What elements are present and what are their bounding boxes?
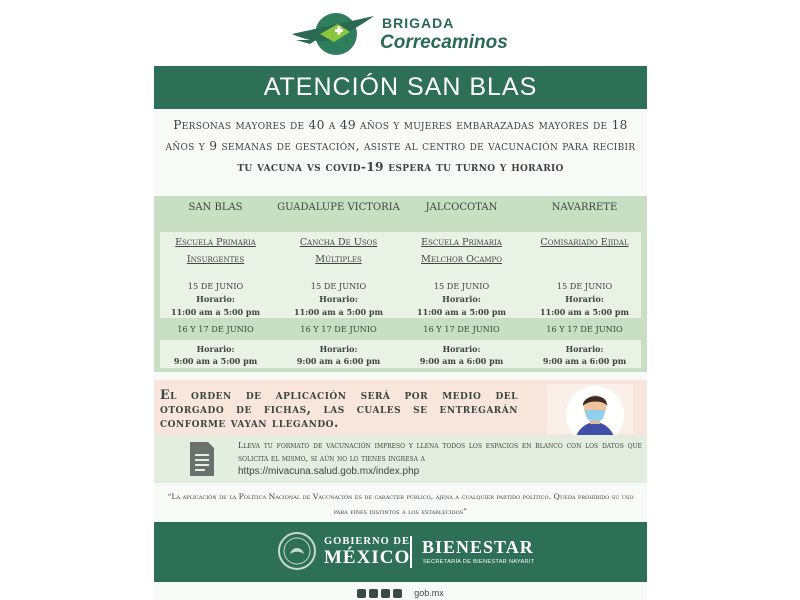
venue-date2: 16 Y 17 DE JUNIO <box>423 324 500 334</box>
schedule-time: 9:00 am a 5:00 pm <box>173 356 258 366</box>
schedule-label: Horario: <box>442 344 481 354</box>
brand-line1: BRIGADA <box>382 15 455 31</box>
town-header: GUADALUPE VICTORIA <box>277 202 400 213</box>
bienestar-title: BIENESTAR <box>422 537 534 557</box>
intro-part1: Personas mayores de 40 a 49 años y mujeres embarazadas mayores de 18 años y 9 semanas de gestación, asiste al centro de vacunación para recibir <box>165 118 636 153</box>
schedule-table <box>154 196 647 372</box>
schedule-time: 9:00 am a 6:00 pm <box>419 356 504 366</box>
mexico-seal-icon <box>278 532 316 570</box>
instagram-icon[interactable] <box>381 589 390 598</box>
schedule-time: 11:00 am a 5:00 pm <box>540 307 629 317</box>
town-header: JALCOCOTAN <box>425 202 498 213</box>
roadrunner-icon <box>290 10 376 58</box>
twitter-icon[interactable] <box>369 589 378 598</box>
schedule-label: Horario: <box>196 294 235 304</box>
venue-date: 15 DE JUNIO <box>310 281 367 291</box>
venue-columns <box>154 234 647 319</box>
venue-name: Comisariado Ejidal <box>540 237 629 248</box>
schedule-label: Horario: <box>319 344 358 354</box>
schedule-cell <box>523 343 646 367</box>
venue-column <box>277 234 400 319</box>
notice-box <box>154 380 647 438</box>
page-title: ATENCIÓN SAN BLAS <box>154 66 647 109</box>
venue-date2: 16 Y 17 DE JUNIO <box>300 324 377 334</box>
town-headers <box>154 200 647 216</box>
social-bar <box>154 582 647 600</box>
gobierno-line2: MÉXICO <box>324 547 411 568</box>
venue-date: 15 DE JUNIO <box>556 281 613 291</box>
town-header: SAN BLAS <box>188 202 243 213</box>
schedule-label: Horario: <box>442 294 481 304</box>
site-link[interactable]: gob.mx <box>414 587 444 598</box>
schedule-label: Horario: <box>319 294 358 304</box>
youtube-icon[interactable] <box>393 589 402 598</box>
venue-name: Escuela Primaria Insurgentes <box>175 237 256 265</box>
brand-line2: Correcaminos <box>380 32 508 53</box>
brigada-logo <box>290 10 520 58</box>
facebook-icon[interactable] <box>357 589 366 598</box>
venue-name: Cancha De Usos Múltiples <box>299 237 378 265</box>
schedule-label: Horario: <box>565 344 604 354</box>
schedule-cell <box>400 343 523 367</box>
schedule-time: 11:00 am a 5:00 pm <box>417 307 506 317</box>
bienestar-subtitle: SECRETARÍA DE BIENESTAR NAYARIT <box>423 559 535 565</box>
venue-column <box>400 234 523 319</box>
format-text: Lleva tu formato de vacunación impreso y llena todos los espacios en blanco con los datos que solicita el mismo, si aún no lo tienes ingresa a <box>238 440 642 463</box>
social-icons <box>357 583 405 600</box>
venue-column <box>523 234 646 319</box>
schedule-cell <box>154 343 277 367</box>
venue-name: Escuela Primaria Melchor Ocampo <box>421 237 502 265</box>
intro-part2: tu vacuna vs covid-19 espera tu turno y horario <box>237 160 564 174</box>
venue-date: 15 DE JUNIO <box>433 281 490 291</box>
venue-date2: 16 Y 17 DE JUNIO <box>177 324 254 334</box>
schedule-cell <box>277 343 400 367</box>
gobierno-line1: GOBIERNO DE <box>324 536 410 547</box>
vaccine-url-link[interactable]: https://mivacuna.salud.gob.mx/index.php <box>238 466 420 477</box>
venue-column <box>154 234 277 319</box>
schedule-time: 9:00 am a 6:00 pm <box>296 356 381 366</box>
footer-banner <box>154 522 647 582</box>
second-schedule-row <box>154 343 647 367</box>
legal-disclaimer: “La aplicación de la Política Nacional de Vacunación es de carácter público, ajena a cualquier partido político. Queda prohibido su uso para fines distintos a los establecidos” <box>167 492 634 516</box>
town-header: NAVARRETE <box>551 202 618 213</box>
schedule-time: 11:00 am a 5:00 pm <box>171 307 260 317</box>
vaccination-poster <box>154 66 647 600</box>
footer-divider <box>410 536 412 568</box>
schedule-label: Horario: <box>196 344 235 354</box>
venue-date: 15 DE JUNIO <box>187 281 244 291</box>
schedule-label: Horario: <box>565 294 604 304</box>
venue-date2: 16 Y 17 DE JUNIO <box>546 324 623 334</box>
notice-text: El orden de aplicación será por medio del otorgado de fichas, las cuales se entregarán conforme vayan llegando. <box>160 387 518 430</box>
schedule-time: 11:00 am a 5:00 pm <box>294 307 383 317</box>
document-icon <box>186 440 218 478</box>
intro-text <box>154 115 647 178</box>
schedule-time: 9:00 am a 6:00 pm <box>542 356 627 366</box>
format-instructions <box>238 439 642 478</box>
format-section <box>154 435 647 483</box>
second-date-row <box>154 323 647 336</box>
